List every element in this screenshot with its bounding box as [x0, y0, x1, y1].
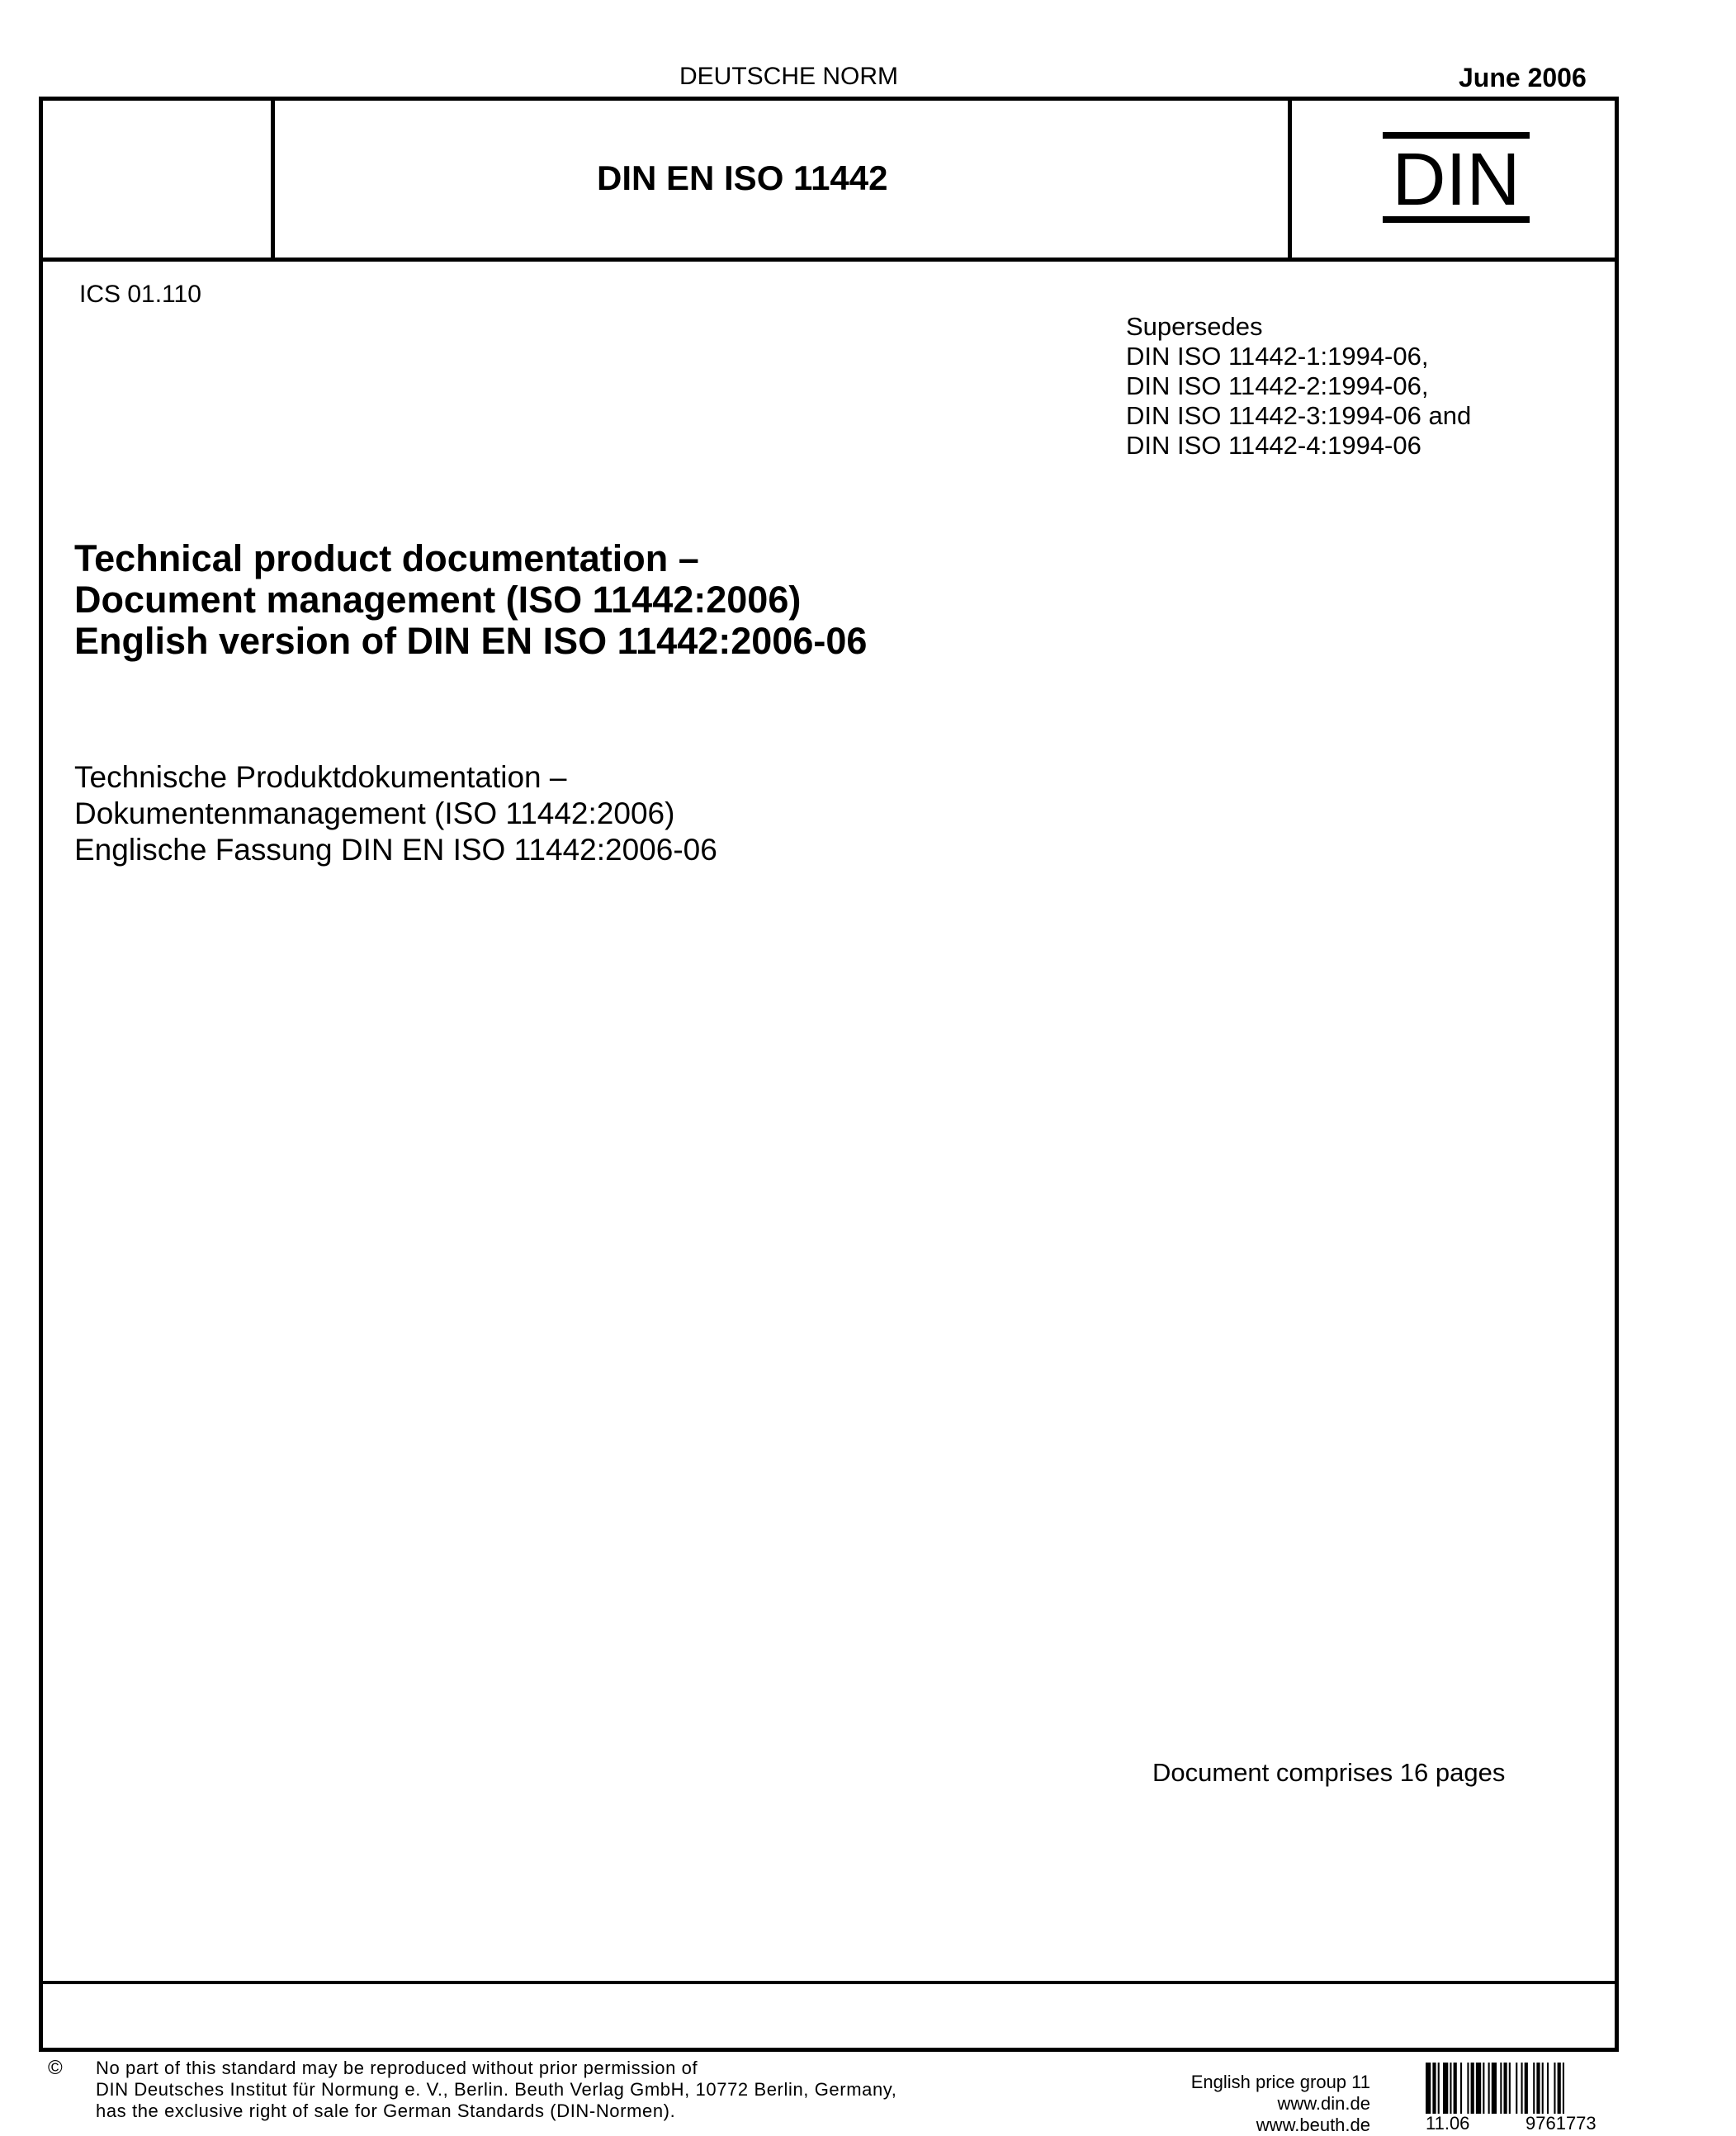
barcode-bar	[1536, 2063, 1540, 2114]
beuth-website-link[interactable]: www.beuth.de	[1256, 2115, 1370, 2135]
copyright-notice	[96, 2058, 896, 2122]
barcode	[1426, 2061, 1622, 2115]
barcode-bar	[1467, 2063, 1469, 2114]
barcode-bar	[1525, 2063, 1528, 2114]
ics-code: ICS 01.110	[79, 281, 201, 308]
supersedes-block	[1126, 312, 1471, 461]
barcode-bar	[1476, 2063, 1481, 2114]
copyright-line: No part of this standard may be reproduced without prior permission of	[96, 2058, 698, 2078]
supersedes-item: DIN ISO 11442-4:1994-06	[1126, 431, 1421, 460]
barcode-bar	[1504, 2063, 1507, 2114]
supersedes-item: DIN ISO 11442-3:1994-06 and	[1126, 401, 1472, 430]
barcode-bar	[1547, 2063, 1549, 2114]
barcode-bar	[1426, 2063, 1431, 2114]
title-german-line: Englische Fassung DIN EN ISO 11442:2006-06	[74, 833, 717, 867]
copyright-line: has the exclusive right of sale for German Standards (DIN-Normen).	[96, 2101, 676, 2121]
din-logo-text: DIN	[1392, 139, 1521, 221]
supersedes-item: DIN ISO 11442-1:1994-06,	[1126, 342, 1429, 371]
copyright-icon: ©	[48, 2057, 63, 2079]
barcode-bar	[1554, 2063, 1555, 2114]
barcode-bar	[1563, 2063, 1564, 2114]
barcode-number: 9761773	[1526, 2113, 1596, 2134]
barcode-bar	[1542, 2063, 1544, 2114]
barcode-bar	[1454, 2063, 1457, 2114]
title-german-line: Technische Produktdokumentation –	[74, 760, 567, 794]
header-divider	[39, 258, 1619, 262]
barcode-bar	[1450, 2063, 1451, 2114]
title-german-line: Dokumentenmanagement (ISO 11442:2006)	[74, 796, 675, 830]
page-count-note: Document comprises 16 pages	[1152, 1758, 1506, 1787]
header-cell-divider-right	[1288, 97, 1292, 262]
barcode-date: 11.06	[1426, 2113, 1470, 2134]
supersedes-item: DIN ISO 11442-2:1994-06,	[1126, 371, 1429, 400]
din-logo	[1383, 132, 1530, 223]
title-german	[74, 759, 717, 868]
barcode-bar	[1471, 2063, 1474, 2114]
header-cell-divider-left	[271, 97, 275, 262]
barcode-bar	[1516, 2063, 1517, 2114]
copyright-line: DIN Deutsches Institut für Normung e. V., Berlin. Beuth Verlag GmbH, 10772 Berlin, Germany,	[96, 2079, 897, 2100]
barcode-bar	[1521, 2063, 1523, 2114]
barcode-bar	[1500, 2063, 1502, 2114]
barcode-bar	[1488, 2063, 1490, 2114]
price-and-links	[1136, 2072, 1370, 2136]
barcode-bar	[1443, 2063, 1448, 2114]
title-english	[74, 538, 867, 662]
title-english-line: Technical product documentation –	[74, 537, 699, 579]
barcode-bar	[1492, 2063, 1497, 2114]
deutsche-norm-label: DEUTSCHE NORM	[679, 63, 899, 90]
din-website-link[interactable]: www.din.de	[1277, 2093, 1370, 2114]
barcode-bar	[1432, 2063, 1436, 2114]
title-english-line: Document management (ISO 11442:2006)	[74, 579, 802, 621]
standard-number: DIN EN ISO 11442	[597, 158, 888, 197]
issue-date: June 2006	[1459, 63, 1587, 92]
barcode-bar	[1438, 2063, 1440, 2114]
barcode-bar	[1558, 2063, 1561, 2114]
supersedes-label: Supersedes	[1126, 312, 1263, 341]
footer-divider	[39, 1981, 1619, 1984]
barcode-bar	[1483, 2063, 1484, 2114]
price-group: English price group 11	[1190, 2072, 1370, 2092]
title-english-line: English version of DIN EN ISO 11442:2006-06	[74, 620, 868, 662]
barcode-bar	[1533, 2063, 1535, 2114]
barcode-bar	[1509, 2063, 1511, 2114]
barcode-bar	[1460, 2063, 1462, 2114]
